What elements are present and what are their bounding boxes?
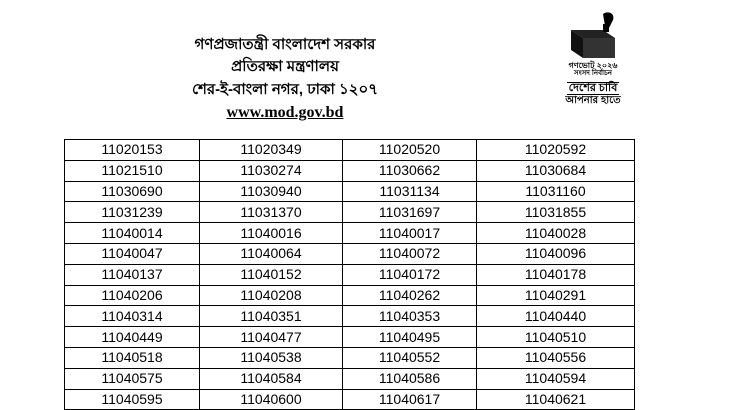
id-number-cell: 11040262 — [343, 285, 477, 306]
table-row — [65, 389, 635, 410]
table-row — [65, 243, 635, 264]
id-number-cell: 11040206 — [65, 285, 200, 306]
id-number-table — [64, 139, 635, 410]
id-number-cell: 11040538 — [200, 347, 343, 368]
id-number-cell: 11040594 — [477, 368, 635, 389]
id-number-cell: 11040096 — [477, 243, 635, 264]
id-number-cell: 11020153 — [65, 140, 200, 161]
id-number-cell: 11040152 — [200, 264, 343, 285]
id-number-cell: 11040518 — [65, 347, 200, 368]
table-row — [65, 264, 635, 285]
id-number-cell: 11040017 — [343, 223, 477, 244]
id-number-cell: 11040072 — [343, 243, 477, 264]
id-number-cell: 11040556 — [477, 347, 635, 368]
logo-line-hand: আপনার হাতে — [565, 94, 621, 106]
election-logo — [550, 8, 636, 118]
id-number-cell: 11040595 — [65, 389, 200, 410]
id-number-cell: 11030274 — [200, 160, 343, 181]
id-number-cell: 11030662 — [343, 160, 477, 181]
id-number-cell: 11031855 — [477, 202, 635, 223]
id-number-cell: 11040178 — [477, 264, 635, 285]
letterhead — [150, 36, 420, 122]
id-number-cell: 11040440 — [477, 306, 635, 327]
table-row — [65, 368, 635, 389]
id-number-cell: 11040621 — [477, 389, 635, 410]
id-number-cell: 11040575 — [65, 368, 200, 389]
id-number-cell: 11040314 — [65, 306, 200, 327]
id-number-cell: 11030940 — [200, 181, 343, 202]
id-number-cell: 11031134 — [343, 181, 477, 202]
id-number-cell: 11040586 — [343, 368, 477, 389]
id-number-cell: 11020349 — [200, 140, 343, 161]
id-number-cell: 11040510 — [477, 327, 635, 348]
id-number-cell: 11031697 — [343, 202, 477, 223]
id-number-cell: 11040353 — [343, 306, 477, 327]
table-row — [65, 160, 635, 181]
id-number-cell: 11040016 — [200, 223, 343, 244]
logo-line-referendum: গণভোট ২০২৬ — [568, 61, 618, 70]
id-number-cell: 11040495 — [343, 327, 477, 348]
id-number-cell: 11030690 — [65, 181, 200, 202]
id-number-cell: 11040064 — [200, 243, 343, 264]
id-number-cell: 11020520 — [343, 140, 477, 161]
id-number-cell: 11031239 — [65, 202, 200, 223]
id-number-cell: 11040600 — [200, 389, 343, 410]
id-number-cell: 11030684 — [477, 160, 635, 181]
id-number-cell: 11020592 — [477, 140, 635, 161]
id-number-cell: 11040172 — [343, 264, 477, 285]
id-number-cell: 11040014 — [65, 223, 200, 244]
logo-line-election: সংসদ নির্বাচন — [574, 70, 612, 78]
table-row — [65, 347, 635, 368]
ministry-address: শের-ই-বাংলা নগর, ঢাকা ১২০৭ — [191, 80, 379, 98]
table-row — [65, 327, 635, 348]
ministry-name: প্রতিরক্ষা মন্ত্রণালয় — [231, 58, 339, 76]
id-number-cell: 11040552 — [343, 347, 477, 368]
id-number-cell: 11040291 — [477, 285, 635, 306]
id-number-cell: 11021510 — [65, 160, 200, 181]
table-row — [65, 285, 635, 306]
table-row — [65, 306, 635, 327]
id-number-cell: 11040208 — [200, 285, 343, 306]
id-number-cell: 11040351 — [200, 306, 343, 327]
table-row — [65, 140, 635, 161]
id-number-cell: 11040584 — [200, 368, 343, 389]
id-number-cell: 11040617 — [343, 389, 477, 410]
id-number-cell: 11031160 — [477, 181, 635, 202]
id-number-cell: 11040477 — [200, 327, 343, 348]
website-link[interactable]: www.mod.gov.bd — [226, 103, 344, 121]
government-title: গণপ্রজাতন্ত্রী বাংলাদেশ সরকার — [194, 36, 376, 53]
ballot-box-icon — [563, 8, 623, 60]
id-number-cell: 11040449 — [65, 327, 200, 348]
table-row — [65, 223, 635, 244]
table-row — [65, 202, 635, 223]
id-number-cell: 11040047 — [65, 243, 200, 264]
id-number-cell: 11040028 — [477, 223, 635, 244]
table-row — [65, 181, 635, 202]
id-number-cell: 11040137 — [65, 264, 200, 285]
logo-line-key: দেশের চাবি — [568, 81, 618, 94]
id-number-cell: 11031370 — [200, 202, 343, 223]
